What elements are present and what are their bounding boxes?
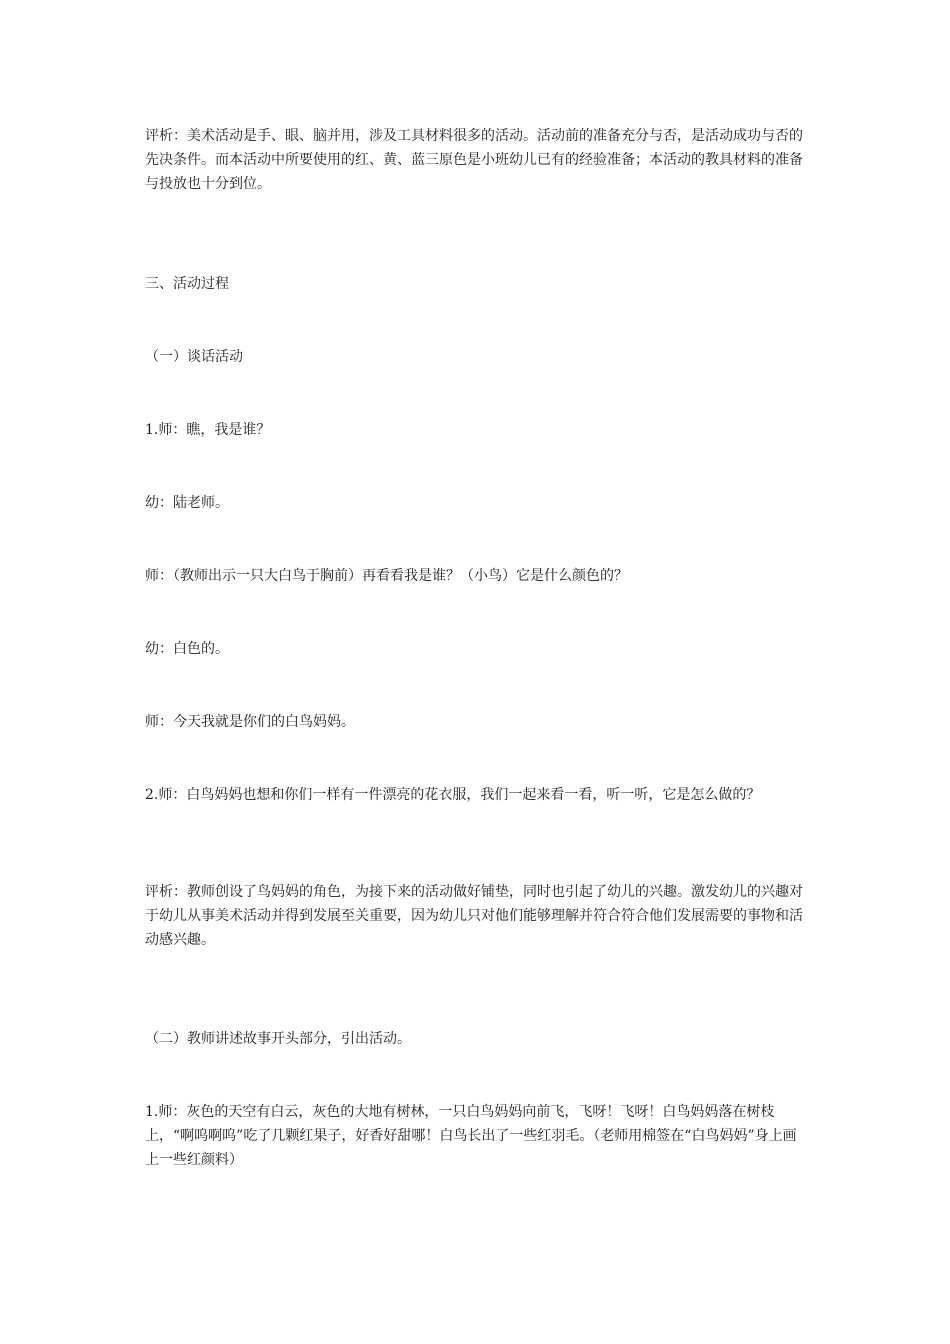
evaluation-paragraph-2: 评析：教师创设了鸟妈妈的角色，为接下来的活动做好铺垫，同时也引起了幼儿的兴趣。激发幼儿的兴趣对于幼儿从事美术活动并得到发展至关重要，因为幼儿只对他们能够理解并符合符合他们发展需要的事物和活动感兴趣。: [145, 884, 803, 948]
story-paragraph: 1.师：灰色的天空有白云，灰色的大地有树林，一只白鸟妈妈向前飞，飞呀！飞呀！白鸟妈妈落在树枝上，“啊呜啊呜”吃了几颗红果子，好香好甜哪！白鸟长出了一些红羽毛。（老师用棉签在“白鸟妈妈”身上画上一些红颜料）: [145, 1104, 797, 1168]
evaluation-paragraph-1: 评析：美术活动是手、眼、脑并用，涉及工具材料很多的活动。活动前的准备充分与否，是活动成功与否的先决条件。而本活动中所要使用的红、黄、蓝三原色是小班幼儿已有的经验准备；本活动的教具材料的准备与投放也十分到位。: [145, 128, 803, 192]
dialogue-teacher-4: 2.师：白鸟妈妈也想和你们一样有一件漂亮的花衣服，我们一起来看一看，听一听，它是怎么做的？: [145, 787, 761, 803]
subheading-story: （二）教师讲述故事开头部分，引出活动。: [145, 1031, 411, 1047]
dialogue-teacher-3: 师：今天我就是你们的白鸟妈妈。: [145, 714, 355, 730]
subheading-conversation: （一）谈话活动: [145, 349, 243, 365]
section-heading-activity-process: 三、活动过程: [145, 276, 229, 292]
dialogue-teacher-2: 师：（教师出示一只大白鸟于胸前）再看看我是谁？（小鸟）它是什么颜色的？: [145, 568, 628, 584]
dialogue-teacher-1: 1.师：瞧，我是谁？: [145, 422, 271, 438]
dialogue-child-1: 幼：陆老师。: [145, 495, 229, 511]
dialogue-child-2: 幼：白色的。: [145, 641, 229, 657]
